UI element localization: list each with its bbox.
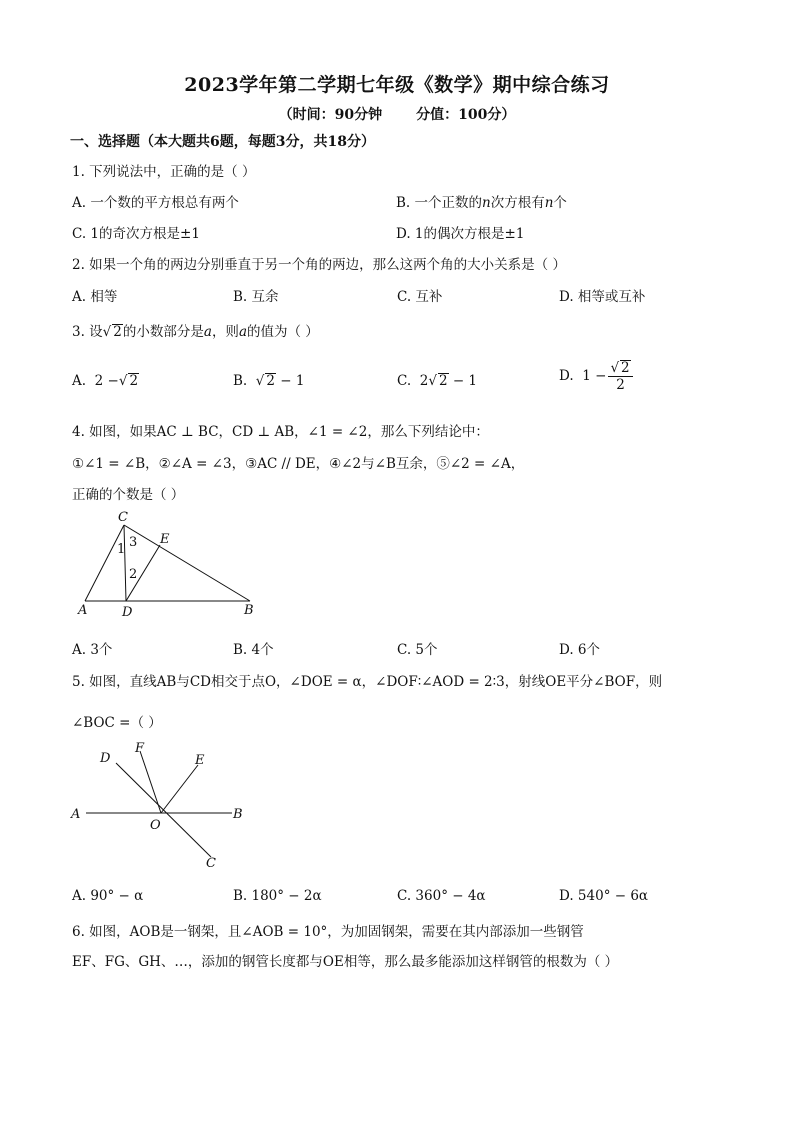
q4-ask: 正确的个数是（ ）: [72, 487, 185, 503]
q5-stem: 5. 如图，直线AB与CD相交于点O，∠DOE = α，∠DOF∶∠AOD = 2∶3，射线OE平分∠BOF，则: [72, 674, 663, 690]
q3-option-d: D. 1 − $\frac{√ 2}{2}$: [559, 360, 633, 393]
q1-stem: 1. 下列说法中，正确的是（ ）: [72, 164, 256, 180]
q5-label-b: B: [233, 807, 243, 822]
q4-triangle-figure: [70, 508, 270, 623]
q4-option-b: B. 4个: [233, 642, 274, 658]
q4-label-a: A: [78, 603, 88, 618]
q4-label-d: D: [122, 605, 133, 620]
q4-option-c: C. 5个: [397, 642, 438, 658]
q5-label-o: O: [150, 818, 161, 833]
q5-ask: ∠BOC =（ ）: [72, 715, 162, 731]
q2-option-b: B. 互余: [233, 289, 279, 305]
q4-option-a: A. 3个: [72, 642, 113, 658]
q6-stem: 6. 如图，AOB是一钢架，且∠AOB = 10°，为加固钢架，需要在其内部添加一些钢管: [72, 924, 584, 940]
q2-option-c: C. 互补: [397, 289, 443, 305]
q5-option-c: C. 360° − 4α: [397, 888, 486, 904]
q1-option-d: D. 1的偶次方根是±1: [396, 226, 525, 242]
q3-option-c: C. 2√ 2 − 1: [397, 373, 478, 389]
q1-option-c: C. 1的奇次方根是±1: [72, 226, 200, 242]
exam-score: 分值：100分）: [416, 107, 516, 123]
q4-angle-1: 1: [117, 542, 126, 557]
q6-stem-cont: EF、FG、GH、…，添加的钢管长度都与OE相等，那么最多能添加这样钢管的根数为（ ）: [72, 954, 619, 970]
q2-option-a: A. 相等: [72, 289, 118, 305]
q3-stem: 3. 设√ 2的小数部分是a，则a的值为（ ）: [72, 324, 319, 340]
q5-option-b: B. 180° − 2α: [233, 888, 322, 904]
q4-label-b: B: [244, 603, 254, 618]
q5-lines-figure: [66, 735, 256, 875]
q4-angle-3: 3: [129, 535, 138, 550]
q5-label-f: F: [135, 741, 145, 756]
q4-angle-2: 2: [129, 567, 138, 582]
section-heading: 一、选择题（本大题共6题，每题3分，共18分）: [70, 134, 375, 150]
q3-option-a: A. 2 −√ 2: [72, 373, 139, 389]
exam-time: （时间：90分钟: [278, 107, 383, 123]
q2-option-d: D. 相等或互补: [559, 289, 646, 305]
q2-stem: 2. 如果一个角的两边分别垂直于另一个角的两边，那么这两个角的大小关系是（ ）: [72, 257, 566, 273]
exam-info: [0, 104, 794, 124]
q5-label-e: E: [195, 753, 205, 768]
q4-label-e: E: [160, 532, 170, 547]
q3-option-b: B. √ 2 − 1: [233, 373, 305, 389]
q5-option-d: D. 540° − 6α: [559, 888, 649, 904]
q5-label-c: C: [206, 856, 216, 871]
q4-conclusions: ①∠1 = ∠B，②∠A = ∠3，③AC // DE，④∠2与∠B互余，⑤∠2 = ∠A，: [72, 456, 525, 472]
q4-label-c: C: [118, 510, 128, 525]
q5-label-d: D: [100, 751, 111, 766]
q4-stem: 4. 如图，如果AC ⊥ BC，CD ⊥ AB，∠1 = ∠2，那么下列结论中：: [72, 424, 489, 440]
q5-option-a: A. 90° − α: [72, 888, 144, 904]
q1-option-a: A. 一个数的平方根总有两个: [72, 195, 239, 211]
page-title: 2023学年第二学期七年级《数学》期中综合练习: [184, 74, 610, 96]
q4-option-d: D. 6个: [559, 642, 601, 658]
q5-label-a: A: [71, 807, 81, 822]
q1-option-b: B. 一个正数的n次方根有n个: [396, 195, 567, 211]
